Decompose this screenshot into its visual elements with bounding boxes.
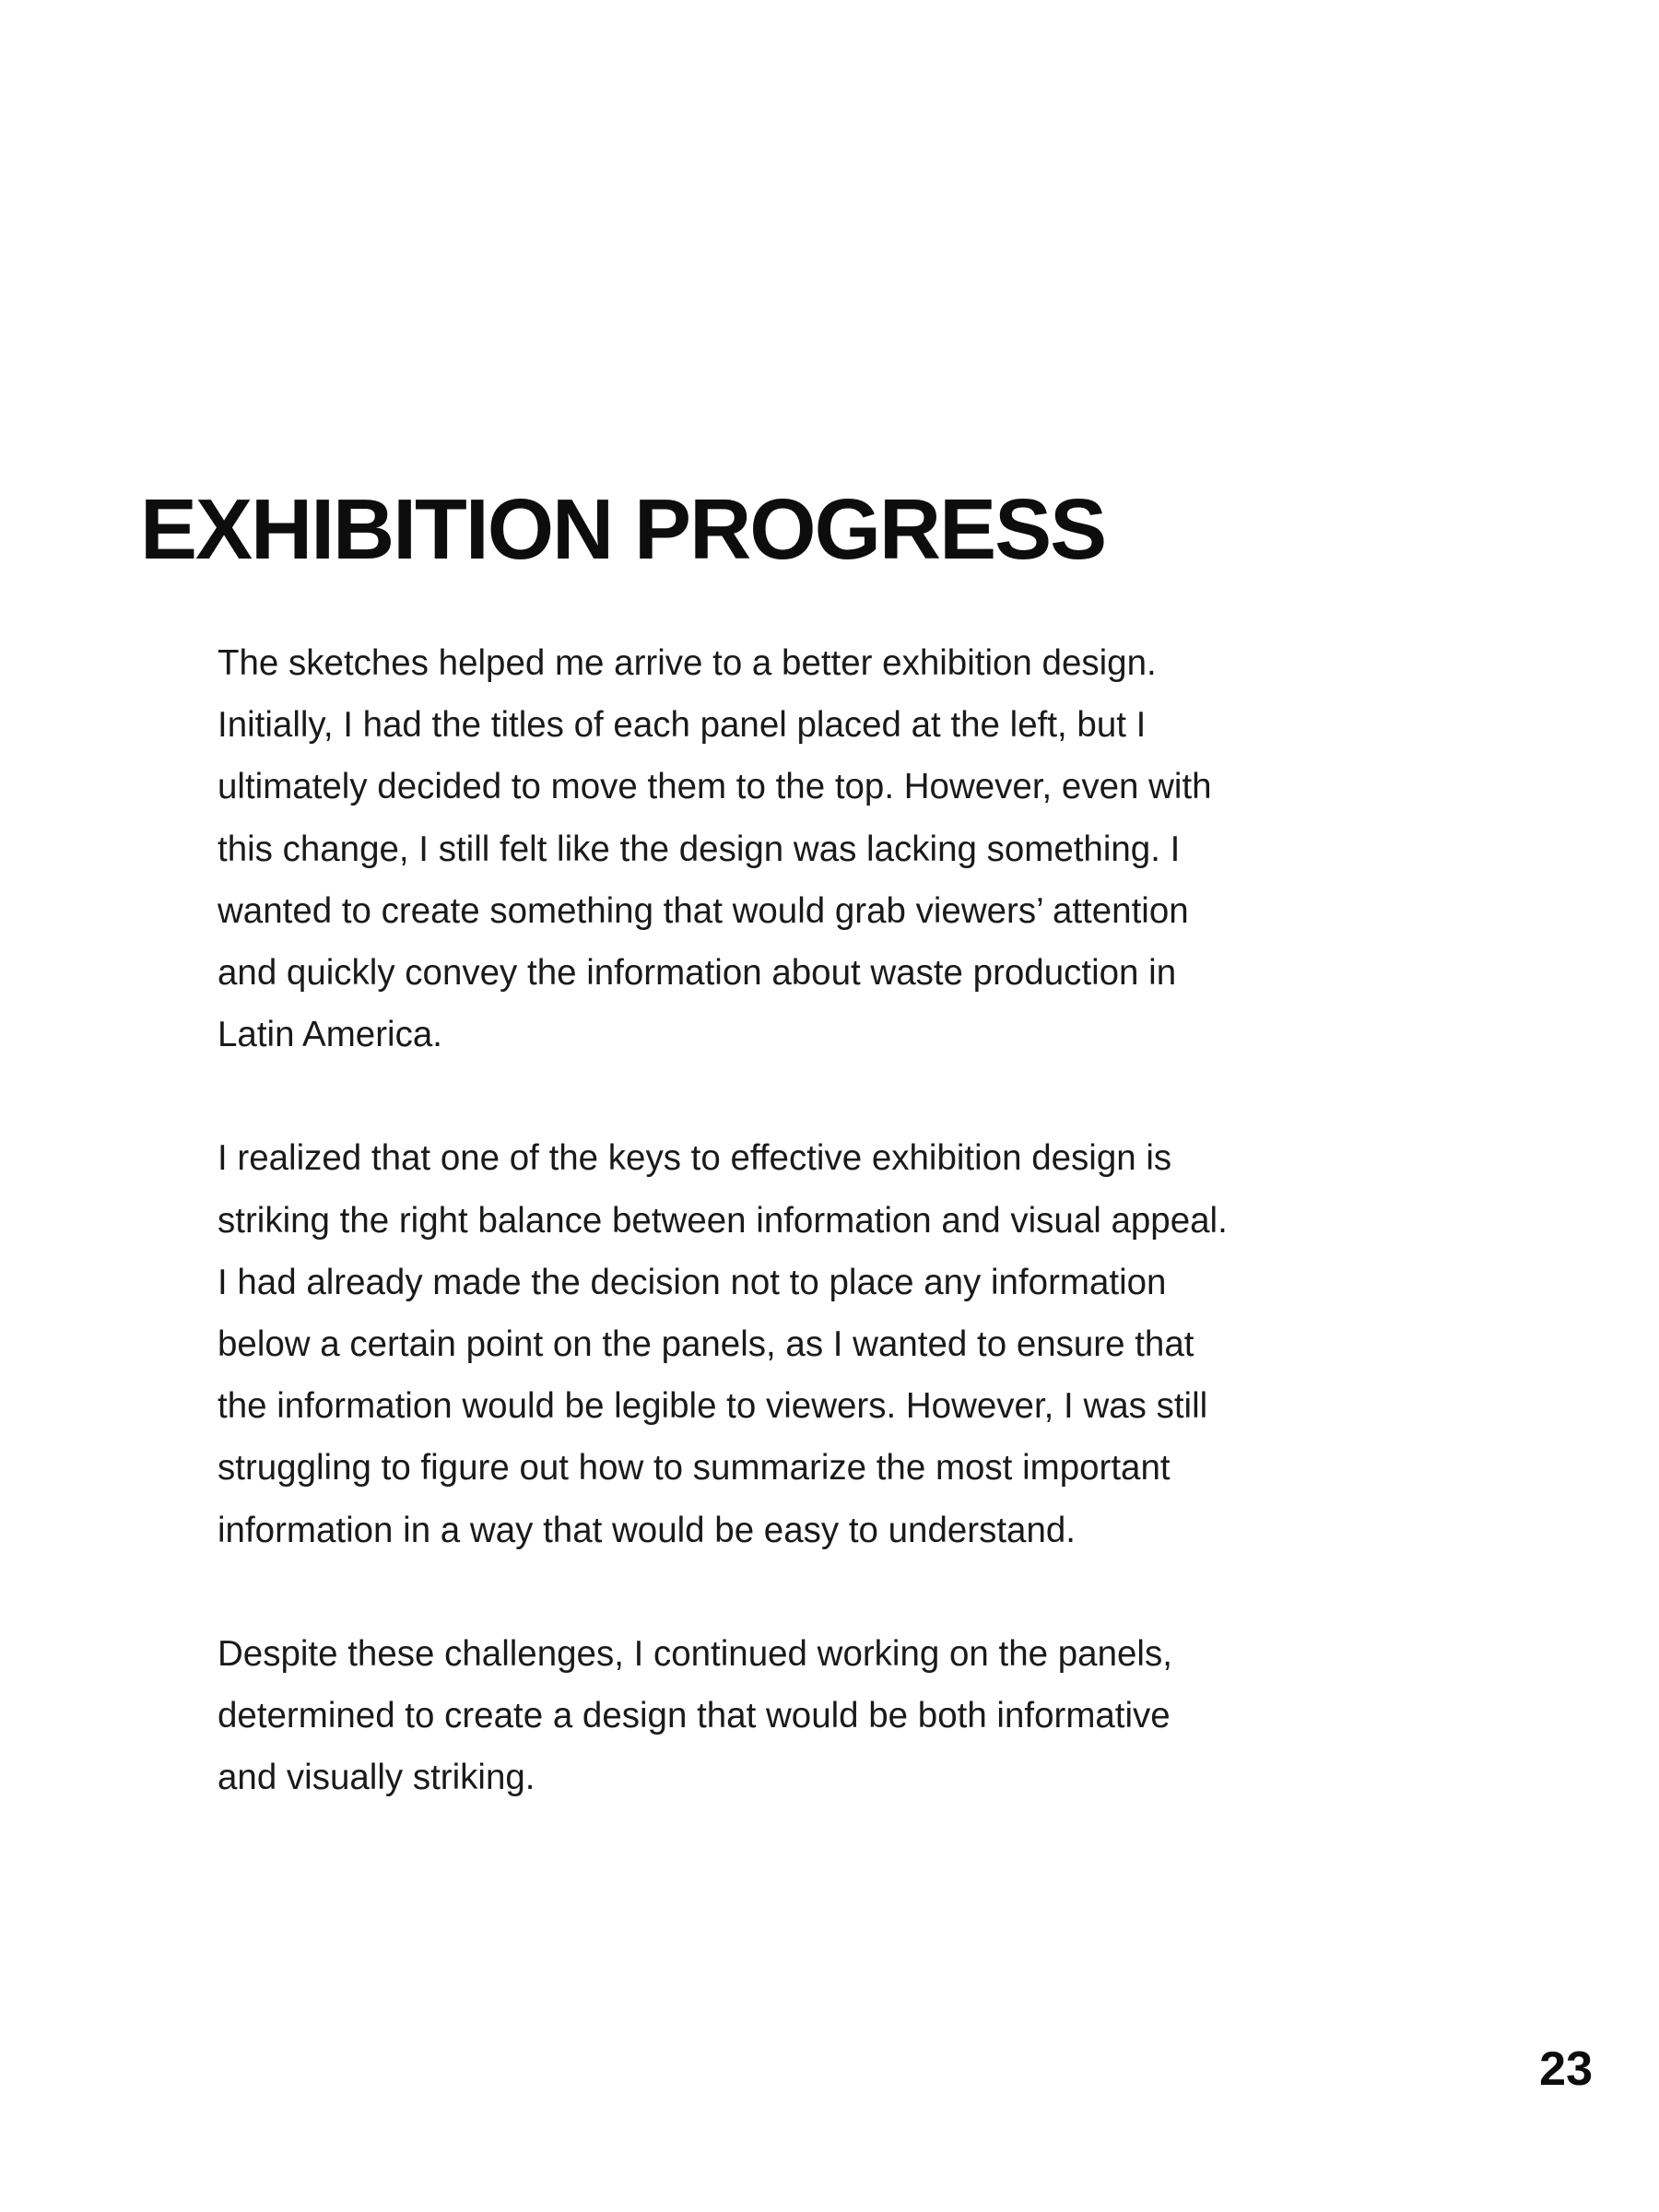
page-title: EXHIBITION PROGRESS [140, 481, 1106, 577]
text-line: and visually striking. [218, 1758, 535, 1798]
text-line: below a certain point on the panels, as I wanted to ensure that [218, 1324, 1194, 1365]
text-line: Latin America. [218, 1015, 442, 1055]
text-line: I realized that one of the keys to effective exhibition design is [218, 1138, 1172, 1179]
text-line: wanted to create something that would grab viewers’ attention [218, 890, 1189, 931]
body-text [218, 632, 1434, 1870]
text-line: The sketches helped me arrive to a better exhibition design. [218, 643, 1157, 683]
text-line: information in a way that would be easy to understand. [218, 1510, 1076, 1550]
paragraph-3 [218, 1623, 1434, 1809]
text-line: this change, I still felt like the design was lacking something. I [218, 829, 1181, 869]
paragraph-1 [218, 632, 1434, 1065]
text-line: striking the right balance between information and visual appeal. [218, 1200, 1228, 1241]
text-line: and quickly convey the information about waste production in [218, 953, 1177, 994]
text-line: Despite these challenges, I continued working on the panels, [218, 1633, 1172, 1674]
text-line: I had already made the decision not to place any information [218, 1262, 1167, 1302]
text-line: ultimately decided to move them to the top. However, even with [218, 767, 1212, 807]
paragraph-2 [218, 1127, 1434, 1560]
text-line: the information would be legible to viewers. However, I was still [218, 1386, 1208, 1427]
text-line: Initially, I had the titles of each panel placed at the left, but I [218, 705, 1147, 746]
text-line: determined to create a design that would be both informative [218, 1696, 1171, 1736]
page-number: 23 [1539, 2042, 1593, 2096]
text-line: struggling to figure out how to summarize the most important [218, 1448, 1171, 1488]
